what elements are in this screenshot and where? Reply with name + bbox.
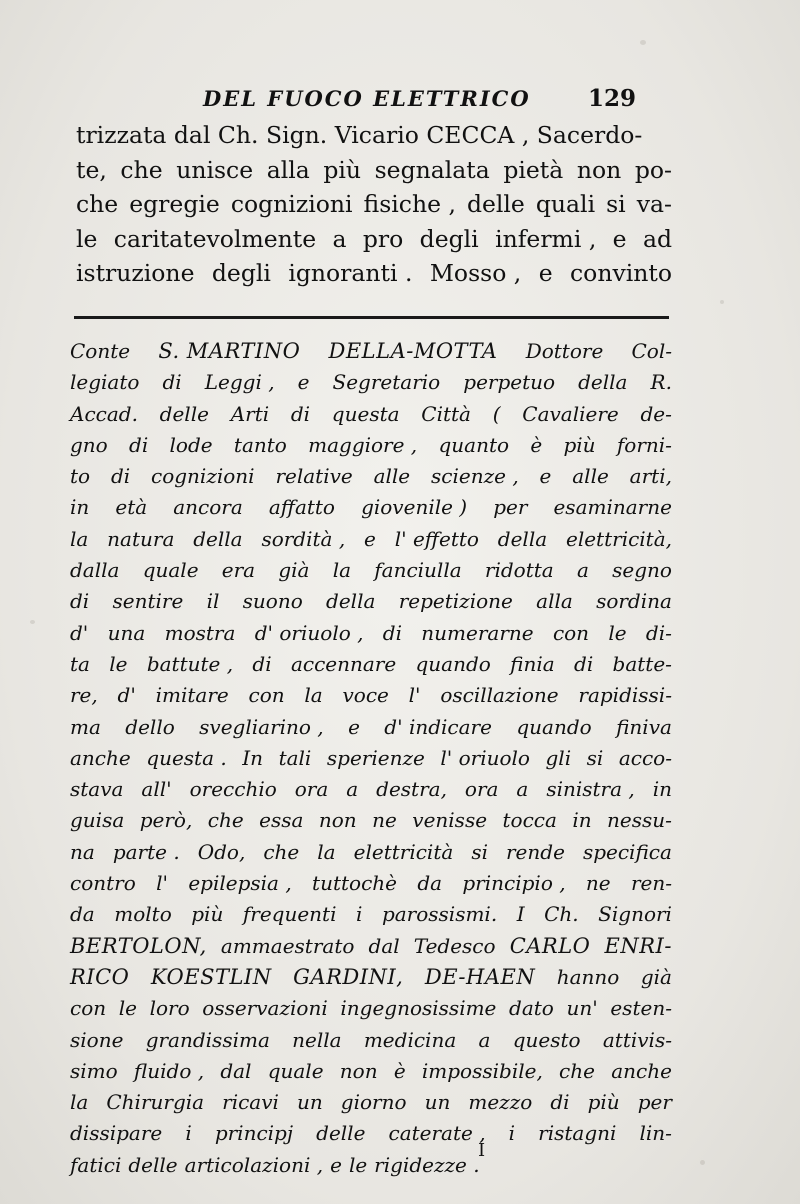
word: Leggi , bbox=[204, 370, 275, 395]
text-line bbox=[70, 555, 672, 586]
word: acco- bbox=[618, 745, 672, 770]
word: ENRI- bbox=[604, 933, 672, 958]
word: fisiche , bbox=[363, 190, 456, 218]
text-line bbox=[70, 805, 672, 836]
word: ne bbox=[585, 871, 611, 896]
main-body-text bbox=[76, 118, 672, 291]
word: che bbox=[76, 190, 119, 218]
word: ora bbox=[464, 777, 499, 802]
word: Dottore bbox=[525, 339, 604, 363]
text-line bbox=[70, 712, 672, 743]
text-line bbox=[76, 153, 672, 188]
text-line bbox=[70, 618, 672, 649]
word: simo bbox=[70, 1058, 118, 1083]
paper-stain bbox=[30, 620, 35, 624]
word: le bbox=[348, 1152, 368, 1177]
word: ricavi bbox=[222, 1090, 279, 1115]
word: degli bbox=[419, 224, 479, 253]
word: alla bbox=[266, 155, 310, 184]
word: alle bbox=[572, 464, 609, 489]
word: sperienze bbox=[326, 745, 425, 770]
word: quanto bbox=[438, 432, 510, 457]
word: trizzata dal Ch. Sign. Vicario CECCA , Sacerdo- bbox=[76, 121, 643, 149]
word: R. bbox=[650, 370, 672, 395]
word: le bbox=[608, 620, 627, 645]
word: gli bbox=[545, 745, 572, 770]
word: la bbox=[70, 1090, 89, 1115]
paper-stain bbox=[640, 40, 646, 45]
word: e bbox=[348, 714, 360, 739]
word: finia bbox=[510, 651, 555, 676]
word: nessu- bbox=[607, 808, 672, 833]
text-line bbox=[76, 187, 672, 222]
word: rende bbox=[506, 839, 565, 864]
word: alle bbox=[373, 464, 411, 489]
word: svegliarino , bbox=[199, 714, 324, 739]
word: questa bbox=[331, 401, 400, 426]
word: alla bbox=[536, 589, 573, 614]
text-line bbox=[76, 118, 672, 153]
word: di bbox=[574, 651, 594, 676]
word: oscillazione bbox=[440, 683, 559, 708]
word: Arti bbox=[230, 401, 270, 426]
word: hanno bbox=[556, 964, 620, 989]
word: medicina bbox=[363, 1027, 457, 1052]
word: l' oriuolo bbox=[440, 745, 530, 770]
word: e bbox=[539, 464, 552, 489]
page-number: 129 bbox=[588, 85, 637, 112]
word: essa bbox=[259, 808, 304, 833]
word: dato bbox=[509, 996, 554, 1021]
running-title: DEL FUOCO ELETTRICO bbox=[203, 86, 531, 111]
word: orecchio bbox=[189, 777, 277, 802]
word: le bbox=[118, 996, 137, 1021]
word: parte . bbox=[112, 839, 180, 864]
word: delle bbox=[316, 1121, 366, 1146]
word: ancora bbox=[173, 495, 243, 520]
word: articolazioni , bbox=[184, 1152, 324, 1177]
word: quale bbox=[267, 1058, 324, 1083]
word: lode bbox=[169, 432, 213, 457]
text-line bbox=[70, 868, 672, 899]
word: elettricità, bbox=[565, 526, 672, 551]
word: I bbox=[516, 902, 525, 927]
word: CARLO bbox=[509, 933, 591, 958]
word: numerarne bbox=[421, 620, 534, 645]
word: BERTOLON, bbox=[70, 933, 207, 958]
word: natura bbox=[107, 526, 175, 551]
word: d' bbox=[117, 683, 136, 708]
word: finiva bbox=[616, 714, 672, 739]
word: un bbox=[424, 1090, 451, 1115]
word: per bbox=[637, 1090, 672, 1115]
word: rapidissi- bbox=[578, 683, 672, 708]
word: segnalata bbox=[374, 155, 490, 184]
word: affatto bbox=[268, 495, 335, 520]
word: è bbox=[530, 432, 543, 457]
word: e bbox=[330, 1152, 342, 1177]
word: in bbox=[572, 808, 592, 833]
word: l' bbox=[408, 683, 421, 708]
word: caritatevolmente bbox=[113, 224, 317, 253]
word: Odo, bbox=[197, 839, 246, 864]
word: non bbox=[576, 155, 622, 184]
word: relative bbox=[275, 464, 353, 489]
word: con bbox=[248, 683, 285, 708]
word: i bbox=[508, 1121, 516, 1146]
word: venisse bbox=[412, 808, 488, 833]
word: unisce bbox=[176, 155, 254, 184]
word: a bbox=[346, 777, 359, 802]
word: questa . bbox=[146, 745, 227, 770]
word: delle bbox=[128, 1152, 178, 1177]
word: fluido , bbox=[133, 1058, 205, 1083]
text-line bbox=[70, 899, 672, 930]
word: non bbox=[339, 1058, 378, 1083]
word: contro bbox=[70, 871, 136, 896]
word: fatici bbox=[70, 1152, 122, 1177]
word: d' bbox=[70, 620, 89, 645]
word: degli bbox=[211, 259, 271, 287]
word: ammaestrato bbox=[220, 933, 355, 958]
word: che bbox=[559, 1058, 595, 1083]
word: di bbox=[129, 432, 149, 457]
word: segno bbox=[612, 558, 672, 583]
text-line bbox=[70, 649, 672, 680]
word: mezzo bbox=[468, 1090, 533, 1115]
word: giovenile ) bbox=[361, 495, 468, 520]
text-line bbox=[70, 774, 672, 805]
word: quali bbox=[535, 190, 596, 218]
word: quale bbox=[142, 558, 199, 583]
word: delle bbox=[159, 401, 209, 426]
word: de- bbox=[640, 401, 672, 426]
text-line bbox=[70, 336, 672, 367]
word: d' oriuolo , bbox=[254, 620, 364, 645]
word: po- bbox=[634, 155, 672, 184]
word: Ch. bbox=[544, 902, 579, 927]
text-line bbox=[70, 1025, 672, 1056]
word: all' bbox=[141, 777, 172, 802]
word: osservazioni bbox=[202, 996, 328, 1021]
word: di bbox=[110, 464, 131, 489]
word: esaminarne bbox=[553, 495, 672, 520]
word: in bbox=[70, 495, 90, 520]
text-line bbox=[76, 222, 672, 257]
word: istruzione bbox=[76, 259, 195, 287]
paper-stain bbox=[720, 300, 724, 304]
word: caterate , bbox=[388, 1121, 486, 1146]
word: di bbox=[382, 620, 402, 645]
word: che bbox=[207, 808, 244, 833]
word: Città bbox=[421, 401, 471, 426]
word: maggiore , bbox=[308, 432, 418, 457]
word: te, bbox=[76, 155, 107, 184]
word: voce bbox=[342, 683, 389, 708]
word: nella bbox=[292, 1027, 342, 1052]
text-line bbox=[70, 743, 672, 774]
text-line bbox=[70, 1087, 672, 1118]
word: ma bbox=[70, 714, 101, 739]
word: già bbox=[640, 964, 672, 989]
word: forni- bbox=[616, 432, 672, 457]
word: un' bbox=[566, 996, 598, 1021]
word: In bbox=[242, 745, 264, 770]
word: della bbox=[578, 370, 628, 395]
word: più bbox=[563, 432, 596, 457]
word: età bbox=[115, 495, 148, 520]
word: impossibile, bbox=[421, 1058, 543, 1083]
word: ridotta bbox=[484, 558, 554, 583]
word: va- bbox=[636, 190, 672, 218]
word: ora bbox=[294, 777, 329, 802]
word: più bbox=[323, 155, 362, 184]
word: Accad. bbox=[70, 401, 138, 426]
word: cognizioni bbox=[230, 190, 353, 218]
word: sione bbox=[70, 1027, 124, 1052]
text-line bbox=[70, 993, 672, 1024]
text-line bbox=[70, 1056, 672, 1087]
word: a bbox=[516, 777, 529, 802]
word: è bbox=[393, 1058, 406, 1083]
word: dalla bbox=[70, 558, 120, 583]
word: della bbox=[497, 526, 548, 551]
word: DELLA-MOTTA bbox=[328, 339, 498, 363]
word: le bbox=[109, 651, 128, 676]
word: e bbox=[538, 259, 553, 287]
word: specifica bbox=[582, 839, 672, 864]
word: già bbox=[278, 558, 310, 583]
word: però, bbox=[139, 808, 193, 833]
word: mostra bbox=[164, 620, 236, 645]
word: più bbox=[191, 902, 224, 927]
word: infermi , bbox=[495, 224, 597, 253]
word: egregie bbox=[129, 190, 220, 218]
word: quando bbox=[516, 714, 592, 739]
word: lin- bbox=[639, 1121, 672, 1146]
word: accennare bbox=[290, 651, 397, 676]
signature-mark: I bbox=[478, 1140, 486, 1161]
word: frequenti bbox=[242, 902, 337, 927]
word: la bbox=[304, 683, 323, 708]
word: non bbox=[318, 808, 357, 833]
word: i bbox=[356, 902, 363, 927]
word: epilepsia , bbox=[188, 871, 292, 896]
word: to bbox=[70, 464, 91, 489]
word: guisa bbox=[70, 808, 125, 833]
word: delle bbox=[466, 190, 525, 218]
word: più bbox=[587, 1090, 620, 1115]
word: fanciulla bbox=[374, 558, 462, 583]
word: loro bbox=[149, 996, 190, 1021]
text-line bbox=[70, 837, 672, 868]
word: elettricità bbox=[353, 839, 454, 864]
word: ta bbox=[70, 651, 90, 676]
word: ne bbox=[372, 808, 397, 833]
word: di bbox=[252, 651, 272, 676]
word: dal bbox=[368, 933, 400, 958]
word: repetizione bbox=[398, 589, 513, 614]
word: S. MARTINO bbox=[158, 339, 301, 363]
word: Segretario bbox=[332, 370, 441, 395]
text-line bbox=[70, 680, 672, 711]
word: il bbox=[206, 589, 220, 614]
text-line bbox=[76, 256, 672, 291]
word: con bbox=[552, 620, 590, 645]
word: i bbox=[185, 1121, 192, 1146]
word: sinistra , bbox=[546, 777, 635, 802]
word: si bbox=[471, 839, 488, 864]
word: pietà bbox=[503, 155, 564, 184]
word: a bbox=[478, 1027, 491, 1052]
text-line bbox=[70, 931, 672, 962]
word: legiato bbox=[70, 370, 140, 395]
text-line bbox=[70, 492, 672, 523]
word: Cavaliere bbox=[522, 401, 619, 426]
footnote-text bbox=[70, 336, 672, 1181]
word: da bbox=[70, 902, 95, 927]
word: da bbox=[417, 871, 443, 896]
word: scienze , bbox=[431, 464, 519, 489]
word: destra, bbox=[376, 777, 447, 802]
word: l' bbox=[156, 871, 168, 896]
word: ignoranti . bbox=[288, 259, 413, 287]
word: con bbox=[70, 996, 107, 1021]
text-line bbox=[70, 399, 672, 430]
word: ingegnosissime bbox=[340, 996, 497, 1021]
word: tocca bbox=[502, 808, 557, 833]
word: esten- bbox=[610, 996, 672, 1021]
word: pro bbox=[362, 224, 404, 253]
text-line bbox=[70, 1118, 672, 1149]
word: Tedesco bbox=[413, 933, 496, 958]
text-line bbox=[70, 367, 672, 398]
text-line bbox=[70, 1150, 672, 1181]
word: cognizioni bbox=[151, 464, 255, 489]
word: sentire bbox=[112, 589, 184, 614]
word: d' indicare bbox=[384, 714, 492, 739]
word: di- bbox=[645, 620, 672, 645]
word: attivis- bbox=[602, 1027, 672, 1052]
word: per bbox=[493, 495, 528, 520]
word: sordità , bbox=[261, 526, 346, 551]
word: a bbox=[332, 224, 347, 253]
word: a bbox=[576, 558, 589, 583]
word: era bbox=[221, 558, 256, 583]
word: molto bbox=[114, 902, 172, 927]
word: in bbox=[652, 777, 672, 802]
word: di bbox=[290, 401, 311, 426]
word: imitare bbox=[155, 683, 229, 708]
word: si bbox=[586, 745, 604, 770]
word: di bbox=[162, 370, 182, 395]
word: e bbox=[612, 224, 627, 253]
word: grandissima bbox=[145, 1027, 270, 1052]
word: la bbox=[317, 839, 336, 864]
text-line bbox=[70, 524, 672, 555]
word: arti, bbox=[629, 464, 672, 489]
word: della bbox=[326, 589, 376, 614]
word: e bbox=[364, 526, 376, 551]
word: tuttochè bbox=[312, 871, 397, 896]
word: la bbox=[70, 526, 89, 551]
text-line bbox=[70, 430, 672, 461]
text-line bbox=[70, 962, 672, 993]
word: Mosso , bbox=[429, 259, 522, 287]
text-line bbox=[70, 461, 672, 492]
word: della bbox=[193, 526, 243, 551]
word: na bbox=[70, 839, 95, 864]
paper-stain bbox=[700, 1160, 705, 1165]
word: perpetuo bbox=[463, 370, 556, 395]
word: Chirurgia bbox=[106, 1090, 205, 1115]
word: si bbox=[606, 190, 626, 218]
page-header bbox=[0, 86, 800, 120]
word: tanto bbox=[233, 432, 287, 457]
word: ren- bbox=[630, 871, 672, 896]
footnote-divider bbox=[74, 316, 669, 319]
word: re, bbox=[70, 683, 98, 708]
word: principj bbox=[214, 1121, 294, 1146]
word: KOESTLIN bbox=[150, 964, 272, 989]
word: parossismi. bbox=[381, 902, 498, 927]
word: rigidezze . bbox=[374, 1152, 480, 1177]
word: convinto bbox=[570, 259, 672, 287]
word: e bbox=[297, 370, 310, 395]
word: GARDINI, bbox=[293, 964, 404, 989]
word: dal bbox=[220, 1058, 252, 1083]
word: Col- bbox=[631, 339, 672, 363]
word: batte- bbox=[612, 651, 672, 676]
text-line bbox=[70, 586, 672, 617]
word: le bbox=[76, 224, 98, 253]
word: ristagni bbox=[538, 1121, 617, 1146]
word: Signori bbox=[598, 902, 672, 927]
word: RICO bbox=[70, 964, 130, 989]
word: anche bbox=[70, 745, 131, 770]
word: dello bbox=[125, 714, 175, 739]
word: tali bbox=[278, 745, 312, 770]
word: che bbox=[263, 839, 300, 864]
word: DE-HAEN bbox=[424, 964, 536, 989]
word: una bbox=[107, 620, 146, 645]
word: ad bbox=[642, 224, 672, 253]
word: stava bbox=[70, 777, 124, 802]
word: di bbox=[550, 1090, 570, 1115]
word: la bbox=[332, 558, 352, 583]
word: Conte bbox=[70, 339, 131, 363]
word: l' effetto bbox=[394, 526, 479, 551]
word: di bbox=[70, 589, 90, 614]
word: giorno bbox=[340, 1090, 407, 1115]
word: suono bbox=[242, 589, 303, 614]
word: battute , bbox=[146, 651, 234, 676]
word: gno bbox=[70, 432, 108, 457]
word: ( bbox=[492, 401, 501, 426]
word: quando bbox=[415, 651, 491, 676]
word: sordina bbox=[596, 589, 672, 614]
word: anche bbox=[611, 1058, 672, 1083]
word: dissipare bbox=[70, 1121, 163, 1146]
word: questo bbox=[512, 1027, 581, 1052]
word: che bbox=[120, 155, 163, 184]
word: un bbox=[296, 1090, 323, 1115]
word: principio , bbox=[462, 871, 566, 896]
